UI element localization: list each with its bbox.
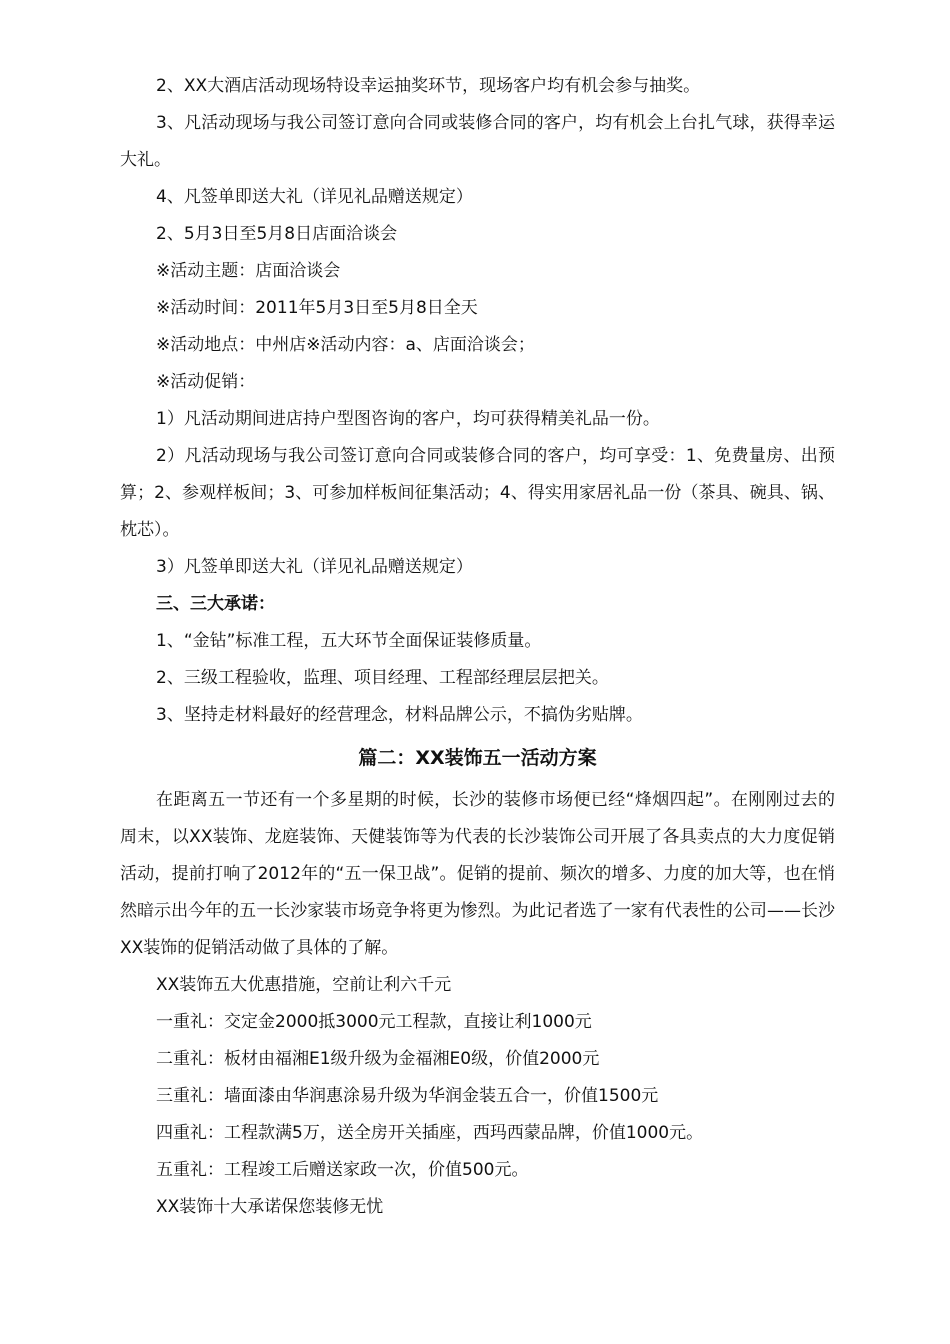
offer-item-5: 五重礼：工程竣工后赠送家政一次，价值500元。 — [156, 1160, 529, 1180]
paragraph-store-fair: 2、5月3日至5月8日店面洽谈会 — [156, 224, 398, 244]
paragraph-event-location: ※活动地点：中州店※活动内容：a、店面洽谈会； — [156, 335, 535, 355]
promise-item-3: 3、坚持走材料最好的经营理念，材料品牌公示，不搞伪劣贴牌。 — [156, 705, 643, 725]
paragraph-promotion-1: 1）凡活动期间进店持户型图咨询的客户，均可获得精美礼品一份。 — [156, 409, 660, 429]
closing-line: XX装饰十大承诺保您装修无忧 — [156, 1197, 384, 1217]
offer-item-2: 二重礼：板材由福湘E1级升级为金福湘E0级，价值2000元 — [156, 1049, 600, 1069]
intro-paragraph: 在距离五一节还有一个多星期的时候，长沙的装修市场便已经“烽烟四起”。在刚刚过去的周末，以XX装饰、龙庭装饰、天健装饰等为代表的长沙装饰公司开展了各具卖点的大力度促销活动，提前打响了2012年的“五一保卫战”。促销的提前、频次的增多、力度的加大等，也在悄然暗示出今年的五一长沙家装市场竞争将更为惨烈。为此记者选了一家有代表性的公司——长沙XX装饰的促销活动做了具体的了解。 — [120, 790, 835, 958]
section-heading-promises: 三、三大承诺： — [156, 594, 275, 614]
document-body — [120, 68, 835, 1226]
paragraph-balloon-prize: 3、凡活动现场与我公司签订意向合同或装修合同的客户，均有机会上台扎气球，获得幸运大礼。 — [120, 113, 835, 170]
paragraph-event-theme: ※活动主题：店面洽谈会 — [156, 261, 341, 281]
offers-heading: XX装饰五大优惠措施，空前让利六千元 — [156, 975, 452, 995]
paragraph-lottery: 2、XX大酒店活动现场特设幸运抽奖环节，现场客户均有机会参与抽奖。 — [156, 76, 701, 96]
paragraph-event-promotion: ※活动促销： — [156, 372, 256, 392]
paragraph-promotion-2: 2）凡活动现场与我公司签订意向合同或装修合同的客户，均可享受：1、免费量房、出预算；2、参观样板间；3、可参加样板间征集活动；4、得实用家居礼品一份（茶具、碗具、锅、枕芯）。 — [120, 446, 835, 540]
article-title: 篇二：XX装饰五一活动方案 — [358, 747, 597, 769]
offer-item-4: 四重礼：工程款满5万，送全房开关插座，西玛西蒙品牌，价值1000元。 — [156, 1123, 704, 1143]
promise-item-1: 1、“金钻”标准工程，五大环节全面保证装修质量。 — [156, 631, 542, 651]
paragraph-event-time: ※活动时间：2011年5月3日至5月8日全天 — [156, 298, 478, 318]
offer-item-3: 三重礼：墙面漆由华润惠涂易升级为华润金装五合一，价值1500元 — [156, 1086, 659, 1106]
offer-item-1: 一重礼：交定金2000抵3000元工程款，直接让利1000元 — [156, 1012, 592, 1032]
promise-item-2: 2、三级工程验收，监理、项目经理、工程部经理层层把关。 — [156, 668, 609, 688]
paragraph-promotion-3: 3）凡签单即送大礼（详见礼品赠送规定） — [156, 557, 473, 577]
paragraph-signing-gift: 4、凡签单即送大礼（详见礼品赠送规定） — [156, 187, 473, 207]
